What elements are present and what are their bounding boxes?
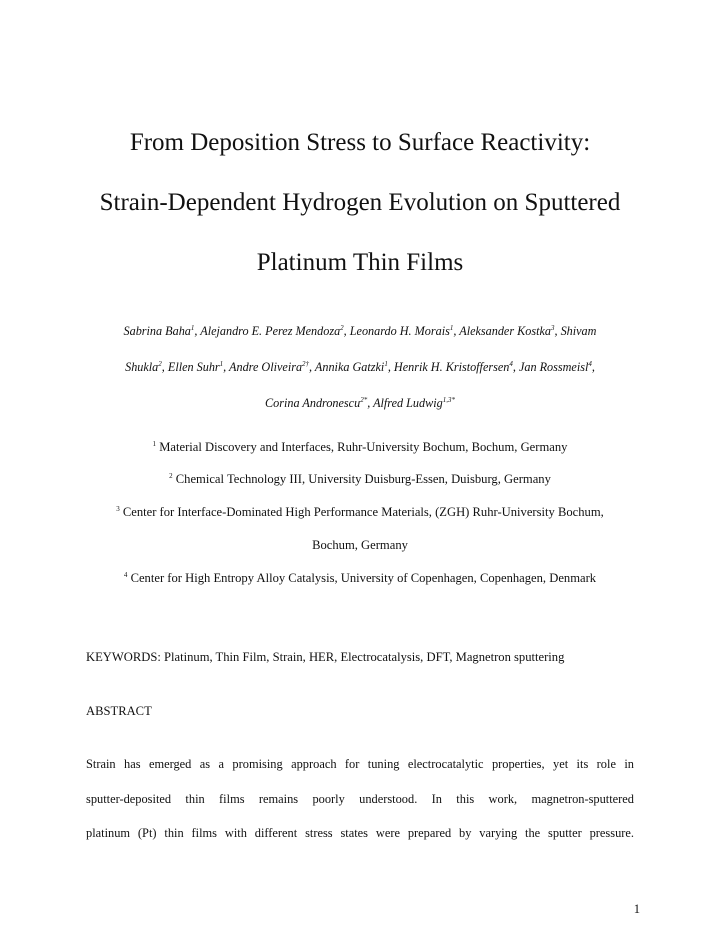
author-affiliation-mark: 1 bbox=[449, 323, 454, 332]
abstract-line-2: sputter-deposited thin films remains poorly understood. In this work, magnetron-sputtered bbox=[86, 792, 634, 806]
author-affiliation-mark: 4 bbox=[509, 359, 513, 368]
affiliation-3-continued: Bochum, Germany bbox=[312, 538, 408, 552]
affiliation-4 bbox=[80, 571, 640, 586]
author-name: Alfred Ludwig bbox=[373, 396, 443, 410]
affiliation-3 bbox=[70, 505, 650, 520]
keywords: KEYWORDS: Platinum, Thin Film, Strain, HER, Electrocatalysis, DFT, Magnetron sputtering bbox=[86, 650, 565, 664]
author-name-part: Shivam bbox=[560, 324, 597, 338]
abstract-heading: ABSTRACT bbox=[86, 704, 152, 718]
affiliation-number: 4 bbox=[123, 570, 128, 579]
author-affiliation-mark: 1 bbox=[219, 359, 224, 368]
affiliation-text: Center for Interface-Dominated High Performance Materials, (ZGH) Ruhr-University Bochum, bbox=[122, 505, 604, 519]
author-name-part: Shukla bbox=[125, 360, 159, 374]
affiliation-number: 3 bbox=[116, 504, 120, 513]
author-affiliation-mark: 2 bbox=[158, 359, 162, 368]
author-name: Annika Gatzki bbox=[314, 360, 385, 374]
author-name: Henrik H. Kristoffersen bbox=[393, 360, 510, 374]
author-name: Jan Rossmeisl bbox=[518, 360, 589, 374]
title-line-1: From Deposition Stress to Surface Reactivity: bbox=[129, 129, 591, 156]
author-line-2: Shukla$^2$, Ellen Suhr$^1$, Andre Oliveira$^{2\dagger}$, Annika Gatzki$^1$, Henrik H. Kristoffersen$^4$, Jan Rossmeisl$^4$, bbox=[125, 359, 595, 374]
author-affiliation-mark: 3 bbox=[550, 323, 555, 332]
affiliation-text: Center for High Entropy Alloy Catalysis, University of Copenhagen, Copenhagen, Denmark bbox=[130, 571, 597, 585]
author-affiliation-mark: 1,3* bbox=[442, 395, 455, 404]
author-name: Alejandro E. Perez Mendoza bbox=[200, 324, 341, 338]
author-line-1: Sabrina Baha$^1$, Alejandro E. Perez Mendoza$^2$, Leonardo H. Morais$^1$, Aleksander Kostka$^3$, Shivam bbox=[123, 323, 597, 338]
page-number: 1 bbox=[633, 902, 640, 916]
author-affiliation-mark: 2 bbox=[340, 323, 344, 332]
affiliation-2 bbox=[80, 472, 640, 487]
author-affiliation-mark: 4 bbox=[588, 359, 592, 368]
author-affiliation-mark: 2† bbox=[302, 359, 310, 368]
title-line-2: Strain-Dependent Hydrogen Evolution on Sputtered bbox=[99, 189, 621, 216]
title-line-3: Platinum Thin Films bbox=[256, 249, 464, 276]
author-name: Sabrina Baha bbox=[123, 324, 191, 338]
author-name: Ellen Suhr bbox=[167, 360, 220, 374]
affiliation-text: Chemical Technology III, University Duisburg-Essen, Duisburg, Germany bbox=[175, 472, 551, 486]
affiliation-1 bbox=[80, 440, 640, 455]
abstract-line-1: Strain has emerged as a promising approach for tuning electrocatalytic properties, yet its role in bbox=[86, 757, 634, 771]
author-name: Aleksander Kostka bbox=[459, 324, 551, 338]
affiliation-text: Material Discovery and Interfaces, Ruhr-University Bochum, Bochum, Germany bbox=[159, 440, 568, 454]
author-affiliation-mark: 2* bbox=[360, 395, 368, 404]
author-name: Andre Oliveira bbox=[229, 360, 303, 374]
affiliation-number: 2 bbox=[169, 471, 173, 480]
abstract-line-3: platinum (Pt) thin films with different stress states were prepared by varying the sputter pressure. bbox=[86, 826, 634, 840]
affiliation-number: 1 bbox=[152, 439, 157, 448]
author-name: Leonardo H. Morais bbox=[349, 324, 450, 338]
author-affiliation-mark: 1 bbox=[190, 323, 195, 332]
author-name: Corina Andronescu bbox=[265, 396, 361, 410]
author-line-3: Corina Andronescu$^{2*}$, Alfred Ludwig$^{1,3*}$ bbox=[265, 395, 455, 410]
author-affiliation-mark: 1 bbox=[384, 359, 388, 368]
